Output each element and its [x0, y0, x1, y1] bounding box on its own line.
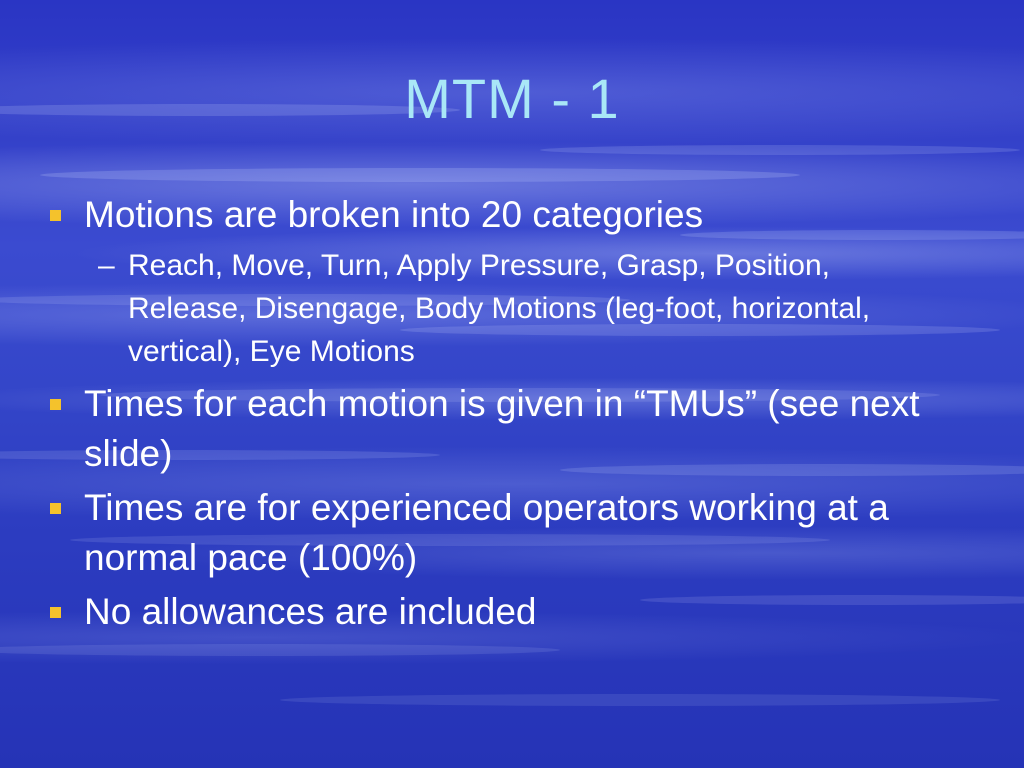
sub-bullet-item: [44, 244, 944, 373]
bullet-item: [44, 587, 944, 637]
sub-bullet-text: Reach, Move, Turn, Apply Pressure, Grasp, Position, Release, Disengage, Body Motions (leg-foot, horizontal, vertical), Eye Motions: [128, 249, 871, 368]
bullet-item: [44, 190, 944, 240]
bullet-square-icon: [50, 503, 61, 514]
bullet-text: Times are for experienced operators working at a normal pace (100%): [84, 487, 889, 578]
bullet-list: [44, 190, 944, 641]
bullet-item: [44, 379, 944, 479]
bullet-text: Times for each motion is given in “TMUs” (see next slide): [84, 383, 920, 474]
dash-icon: –: [98, 249, 115, 282]
bullet-square-icon: [50, 399, 61, 410]
bullet-item: [44, 483, 944, 583]
bullet-text: Motions are broken into 20 categories: [84, 194, 704, 235]
slide-title: MTM - 1: [404, 67, 620, 130]
bullet-square-icon: [50, 607, 61, 618]
bullet-text: No allowances are included: [84, 591, 537, 632]
bullet-square-icon: [50, 210, 61, 221]
